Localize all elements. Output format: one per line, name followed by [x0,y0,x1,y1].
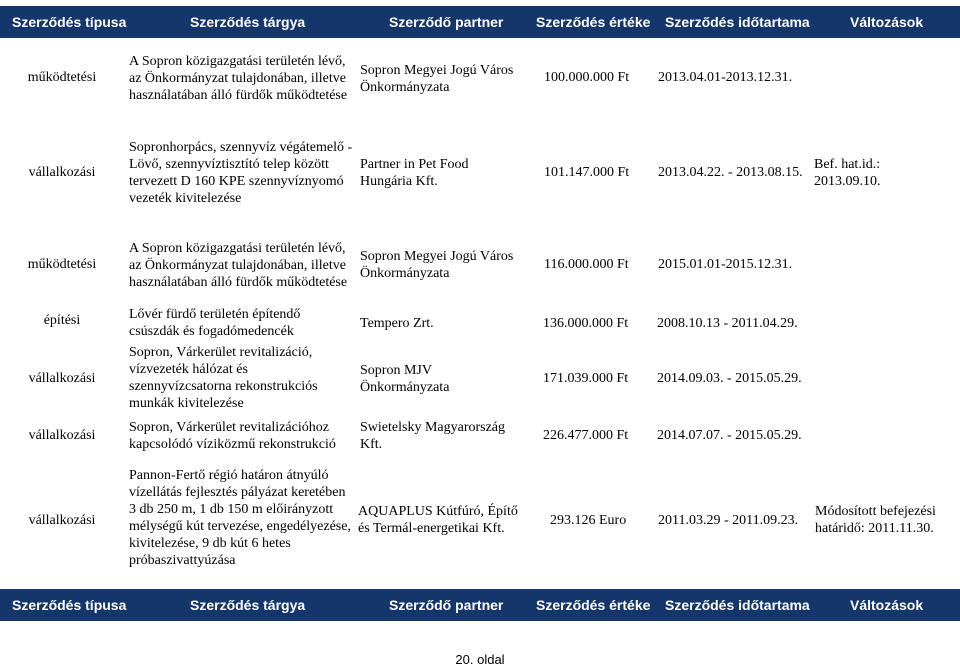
col-header-changes: Változások [850,597,924,613]
cell-duration: 2013.04.22. - 2013.08.15. [658,165,803,180]
cell-duration: 2013.04.01-2013.12.31. [658,70,793,85]
cell-partner: Sopron Megyei Jogú Város Önkormányzata [360,249,514,281]
cell-partner: Sopron MJV Önkormányzata [360,363,450,395]
cell-subject: Sopronhorpács, szennyvíz végátemelő - Lövő, szennyvíztisztító telep között tervezett D 160 KPE szennyvíznyomó vezeték kivitelezése [129,140,353,206]
cell-partner: Partner in Pet Food Hungária Kft. [360,157,469,189]
cell-subject: Lővér fürdő területén építendő csúszdák és fogadómedencék [129,307,301,339]
cell-value: 101.147.000 Ft [544,165,630,180]
cell-value: 293.126 Euro [550,513,627,528]
cell-subject: A Sopron közigazgatási területén lévő, az Önkormányzat tulajdonában, illetve használatában álló fürdők működtetése [129,54,348,103]
cell-type: működtetési [27,70,97,85]
col-header-type: Szerződés típusa [12,597,127,613]
cell-duration: 2015.01.01-2015.12.31. [658,257,793,272]
cell-duration: 2014.07.07. - 2015.05.29. [657,428,802,443]
col-header-subject: Szerződés tárgya [190,14,306,30]
col-header-value: Szerződés értéke [536,597,651,613]
cell-type: vállalkozási [28,371,96,386]
cell-duration: 2014.09.03. - 2015.05.29. [657,371,802,386]
cell-partner: AQUAPLUS Kútfúró, Építő és Termál-energetikai Kft. [358,504,518,536]
col-header-type: Szerződés típusa [12,14,127,30]
col-header-partner: Szerződő partner [389,597,504,613]
cell-partner: Tempero Zrt. [360,316,434,331]
cell-subject: A Sopron közigazgatási területén lévő, az Önkormányzat tulajdonában, illetve használatában álló fürdők működtetése [129,241,348,290]
cell-value: 136.000.000 Ft [543,316,629,331]
col-header-changes: Változások [850,14,924,30]
col-header-subject: Szerződés tárgya [190,597,306,613]
cell-changes: Bef. hat.id.: 2013.09.10. [814,157,881,189]
cell-type: vállalkozási [28,513,96,528]
cell-changes: Módosított befejezési határidő: 2011.11.30. [815,504,936,536]
cell-subject: Sopron, Várkerület revitalizációhoz kapcsolódó víziközmű rekonstrukció [129,420,336,452]
table-header-bottom [0,589,960,621]
col-header-partner: Szerződő partner [389,14,504,30]
cell-duration: 2008.10.13 - 2011.04.29. [657,316,798,331]
cell-type: vállalkozási [28,428,96,443]
cell-value: 100.000.000 Ft [544,70,630,85]
cell-value: 171.039.000 Ft [543,371,629,386]
cell-value: 116.000.000 Ft [544,257,629,272]
col-header-value: Szerződés értéke [536,14,651,30]
cell-type: vállalkozási [28,165,96,180]
cell-duration: 2011.03.29 - 2011.09.23. [658,513,799,528]
cell-subject: Sopron, Várkerület revitalizáció, vízvezeték hálózat és szennyvízcsatorna rekonstrukciós munkák kivitelezése [129,345,318,411]
cell-type: működtetési [27,257,97,272]
cell-value: 226.477.000 Ft [543,428,629,443]
table-header-top [0,6,960,38]
col-header-duration: Szerződés időtartama [665,597,810,613]
cell-type: építési [43,313,81,328]
cell-subject: Pannon-Fertő régió határon átnyúló vízellátás fejlesztés pályázat keretében 3 db 250 m, 1 db 150 m előirányzott mélységű kút tervezése, engedélyezése, kivitelezése, 9 db kút 6 hetes próbaszivattyúzása [129,468,351,568]
cell-partner: Sopron Megyei Jogú Város Önkormányzata [360,63,514,95]
cell-partner: Swietelsky Magyarország Kft. [360,420,506,452]
page-number: 20. oldal [455,652,505,667]
col-header-duration: Szerződés időtartama [665,14,810,30]
